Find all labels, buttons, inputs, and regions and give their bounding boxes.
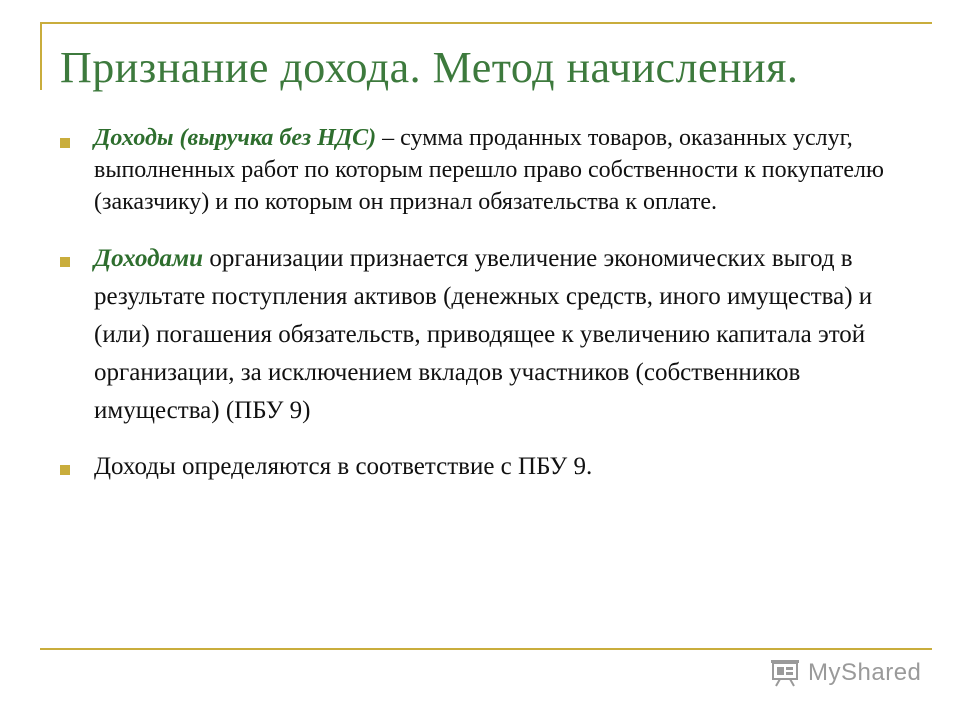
bullet-item-revenue-definition [60,122,900,218]
left-divider [40,22,42,90]
square-bullet-icon [60,257,70,267]
projector-screen-icon [768,658,802,688]
bottom-divider [40,648,932,650]
bullet-text: организации признается увеличение экономических выгод в результате поступления активов (денежных средств, иного имущества) и (или) погашения обязательств, приводящее к увеличению капитала этой организации, за исключением вкладов участников (собственников имущества) (ПБУ 9) [94,245,873,424]
bullet-item-income-definition [60,240,900,430]
square-bullet-icon [60,465,70,475]
bullet-list [60,122,900,486]
square-bullet-icon [60,138,70,148]
bullet-term: Доходы (выручка без НДС) [94,125,377,151]
bullet-term: Доходами [94,245,204,272]
bullet-text: – сумма проданных товаров, оказанных услуг, выполненных работ по которым перешло право собственности к покупателю (заказчику) и по которым он признал обязательства к оплате. [94,125,884,215]
bullet-item-pbu9 [60,448,900,486]
slide-title: Признание дохода. Метод начисления. [60,43,799,92]
top-divider [40,22,932,24]
watermark-logo [768,656,921,690]
bullet-text: Доходы определяются в соответствие с ПБУ 9. [94,453,593,480]
watermark-text: MyShared [808,659,922,686]
